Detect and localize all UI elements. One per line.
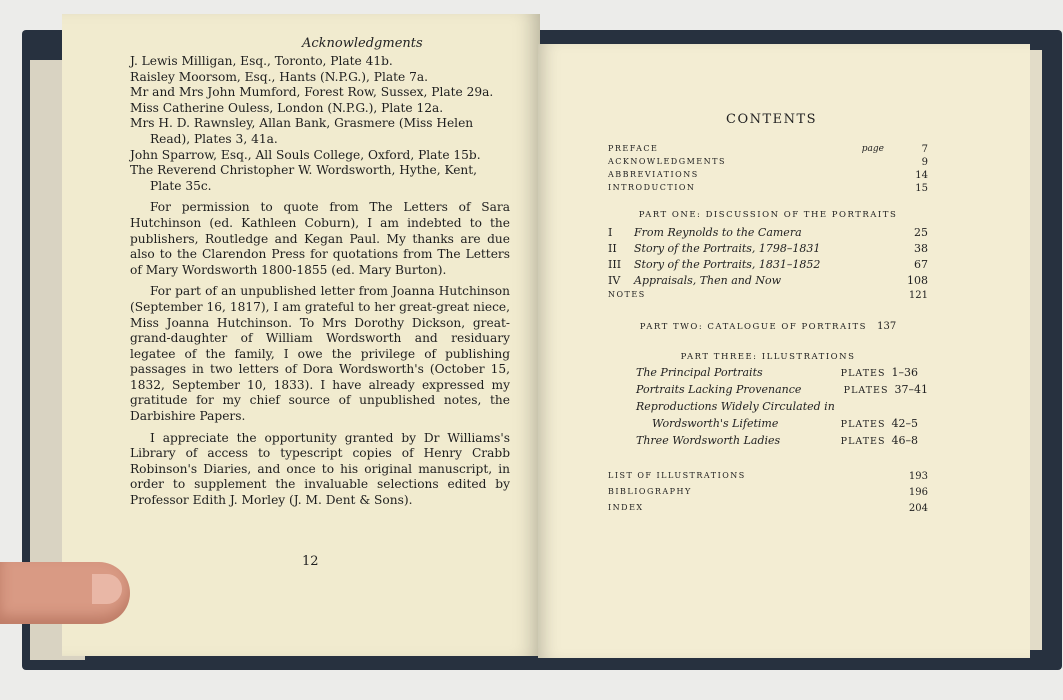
toc-page: 7 bbox=[921, 144, 928, 155]
toc-page: 15 bbox=[915, 183, 928, 194]
toc-label: INDEX bbox=[608, 503, 644, 512]
chapter-row bbox=[608, 242, 928, 258]
plates-word: PLATES bbox=[840, 436, 886, 447]
ack-line: Raisley Moorsom, Esq., Hants (N.P.G.), Plate 7a. bbox=[130, 69, 429, 84]
toc-row bbox=[608, 183, 928, 196]
acknowledgment-text bbox=[130, 54, 510, 509]
ack-paragraph: For permission to quote from The Letters of Sara Hutchinson (ed. Kathleen Coburn), I am indebted to the publishers, Routledge and Kegan Paul. My thanks are due also to the Clarendon Press for quotations from The Letters of Mary Wordsworth 1800-1855 (ed. Mary Burton). bbox=[130, 200, 510, 277]
contents-title: CONTENTS bbox=[726, 112, 818, 127]
plates-word: PLATES bbox=[840, 368, 886, 379]
chapter-page: 67 bbox=[914, 258, 928, 271]
toc-label: PREFACE bbox=[608, 144, 659, 153]
illustration-row bbox=[608, 400, 928, 417]
fingernail bbox=[92, 574, 122, 604]
toc-row bbox=[608, 170, 928, 183]
plate-numbers: 46–8 bbox=[891, 434, 918, 447]
chapter-number: II bbox=[608, 242, 617, 255]
chapter-row bbox=[608, 274, 928, 290]
illustration-title: Wordsworth's Lifetime bbox=[652, 417, 779, 430]
plates-range bbox=[841, 434, 918, 447]
toc-page: 193 bbox=[908, 471, 928, 482]
ack-paragraph: I appreciate the opportunity granted by Dr Williams's Library of access to typescript copies of Henry Crabb Robinson's Diaries, and once to his original manuscript, in order to supplement the invaluable selections edited by Professor Edith J. Morley (J. M. Dent & Sons). bbox=[130, 430, 510, 508]
chapter-title: From Reynolds to the Camera bbox=[634, 226, 802, 239]
toc-label: INTRODUCTION bbox=[608, 183, 696, 192]
plate-numbers: 42–5 bbox=[891, 417, 918, 430]
toc-row bbox=[608, 503, 928, 519]
plates-word: PLATES bbox=[840, 419, 886, 430]
toc-row bbox=[608, 157, 928, 170]
toc-row bbox=[608, 487, 928, 503]
part-three-heading: PART THREE: ILLUSTRATIONS bbox=[680, 352, 856, 362]
ack-line: The Reverend Christopher W. Wordsworth, Hythe, Kent, Plate 35c. bbox=[130, 163, 478, 193]
part-two-heading bbox=[608, 321, 928, 332]
toc-page: 121 bbox=[908, 290, 928, 301]
ack-paragraph: For part of an unpublished letter from Joanna Hutchinson (September 16, 1817), I am grateful to her great-great niece, Miss Joanna Hutchinson. To Mrs Dorothy Dickson, great-grand-daughter of William Wordsworth and residuary legatee of the family, I owe the privilege of publishing passages in two letters of Dora Wordsworth's (October 15, 1832, September 10, 1833). I have already expressed my gratitude for my chief source of unpublished notes, the Darbishire Papers. bbox=[130, 284, 510, 424]
toc-row bbox=[608, 471, 928, 487]
right-page bbox=[538, 44, 1030, 658]
part-one-heading: PART ONE: DISCUSSION OF THE PORTRAITS bbox=[638, 210, 898, 220]
running-head: Acknowledgments bbox=[302, 36, 423, 51]
illustration-row bbox=[608, 434, 928, 451]
chapter-row bbox=[608, 226, 928, 242]
plate-numbers: 37–41 bbox=[894, 383, 928, 396]
table-of-contents bbox=[608, 144, 928, 519]
toc-page: 196 bbox=[908, 487, 928, 498]
ack-line: Mr and Mrs John Mumford, Forest Row, Sussex, Plate 29a. bbox=[130, 85, 494, 100]
toc-row bbox=[608, 290, 928, 303]
ack-line: Mrs H. D. Rawnsley, Allan Bank, Grasmere (Miss Helen Read), Plates 3, 41a. bbox=[130, 116, 474, 146]
ack-line: John Sparrow, Esq., All Souls College, Oxford, Plate 15b. bbox=[130, 147, 481, 162]
chapter-row bbox=[608, 258, 928, 274]
chapter-title: Appraisals, Then and Now bbox=[634, 274, 782, 287]
toc-label: BIBLIOGRAPHY bbox=[608, 487, 692, 496]
illustration-row bbox=[608, 417, 928, 434]
chapter-page: 25 bbox=[914, 226, 928, 239]
toc-label: LIST OF ILLUSTRATIONS bbox=[608, 471, 746, 480]
ack-line: J. Lewis Milligan, Esq., Toronto, Plate 41b. bbox=[130, 54, 393, 68]
toc-page: 14 bbox=[915, 170, 928, 181]
part-two-page: 137 bbox=[877, 321, 897, 332]
toc-label: ABBREVIATIONS bbox=[608, 170, 699, 179]
toc-row bbox=[608, 144, 928, 157]
chapter-title: Story of the Portraits, 1798–1831 bbox=[634, 242, 821, 255]
illustration-title: Portraits Lacking Provenance bbox=[636, 383, 802, 396]
part-two-label: PART TWO: CATALOGUE OF PORTRAITS bbox=[639, 322, 867, 332]
toc-page: 204 bbox=[908, 503, 928, 514]
illustration-title: The Principal Portraits bbox=[636, 366, 763, 379]
chapter-page: 38 bbox=[914, 242, 928, 255]
page-number: 12 bbox=[302, 554, 319, 569]
illustration-row bbox=[608, 366, 928, 383]
toc-label: ACKNOWLEDGMENTS bbox=[608, 157, 726, 166]
chapter-number: I bbox=[608, 226, 613, 239]
plates-range bbox=[841, 417, 918, 430]
chapter-number: III bbox=[608, 258, 622, 271]
chapter-page: 108 bbox=[907, 274, 928, 287]
plate-numbers: 1–36 bbox=[891, 366, 918, 379]
toc-label: NOTES bbox=[608, 290, 646, 299]
illustration-row bbox=[608, 383, 928, 400]
illustration-title: Reproductions Widely Circulated in bbox=[636, 400, 835, 413]
page-word: page bbox=[861, 144, 884, 154]
plates-range bbox=[844, 383, 928, 396]
illustration-title: Three Wordsworth Ladies bbox=[636, 434, 781, 447]
plates-word: PLATES bbox=[843, 385, 889, 396]
left-page bbox=[62, 14, 540, 656]
ack-line: Miss Catherine Ouless, London (N.P.G.), Plate 12a. bbox=[130, 100, 444, 115]
page-stack-right bbox=[1028, 50, 1042, 650]
toc-page: 9 bbox=[921, 157, 928, 168]
plates-range bbox=[841, 366, 918, 379]
chapter-number: IV bbox=[608, 274, 621, 287]
chapter-title: Story of the Portraits, 1831–1852 bbox=[634, 258, 821, 271]
